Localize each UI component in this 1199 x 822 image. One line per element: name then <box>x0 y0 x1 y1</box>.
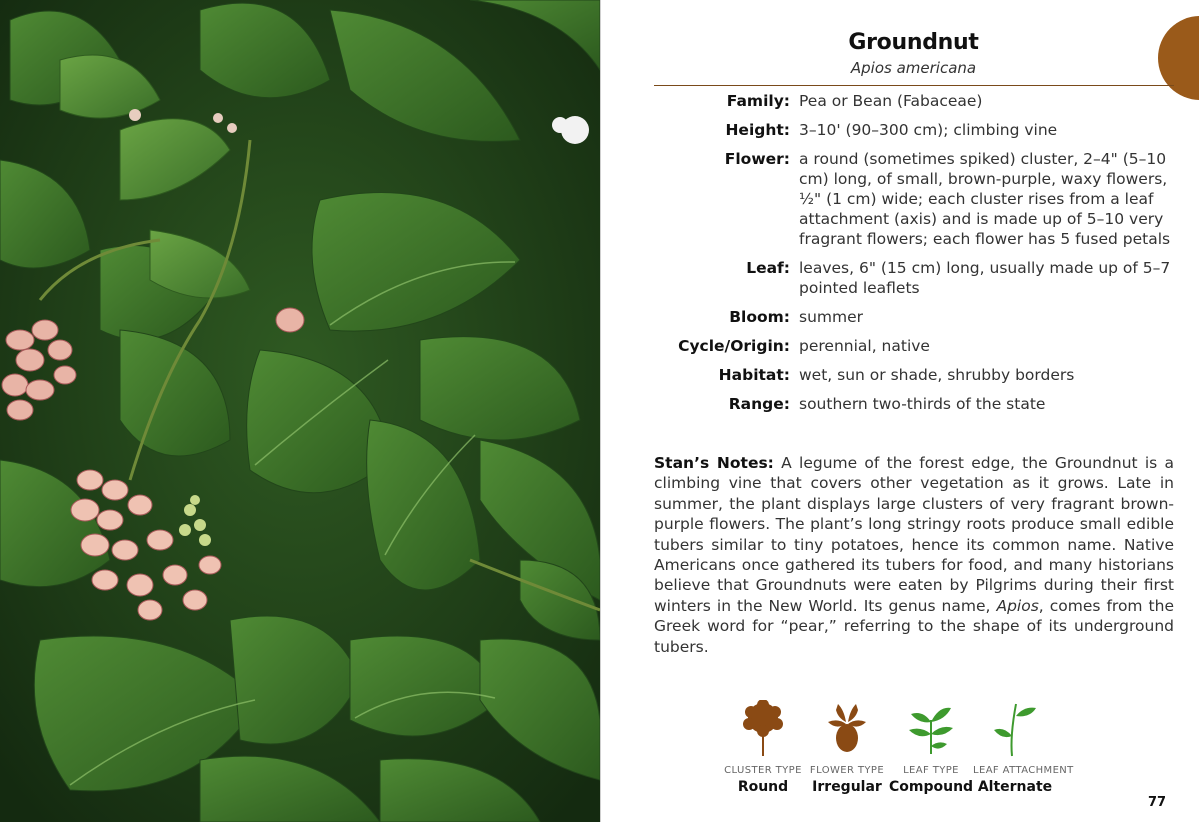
icon-caption: FLOWER TYPE <box>809 765 885 776</box>
fact-value: perennial, native <box>799 337 930 355</box>
fact-value: a round (sometimes spiked) cluster, 2–4" (5–10 cm) long, of small, brown-purple, waxy flowers, ½" (1 cm) wide; each cluster rises from a leaf attachment (axis) and is made up of 5–10 very fragrant flowers; each flower has 5 fused petals <box>799 150 1171 248</box>
fact-label: Family: <box>726 92 790 110</box>
fact-value: leaves, 6" (15 cm) long, usually made up of 5–7 pointed leaflets <box>799 259 1171 297</box>
fact-list <box>654 91 1174 423</box>
round-cluster-icon <box>740 700 786 758</box>
latin-name: Apios americana <box>850 59 977 77</box>
icon-value: Irregular <box>812 779 882 795</box>
leaf-attachment-indicator <box>973 700 1074 795</box>
section-tab-marker <box>1158 16 1199 100</box>
icon-caption: LEAF ATTACHMENT <box>973 765 1074 776</box>
leaf-type-indicator <box>889 700 973 795</box>
notes-text-part2: , comes from the Greek word for “pear,” referring to the shape of its underground tubers. <box>654 596 1174 656</box>
page-number: 77 <box>1148 795 1167 810</box>
fact-row-cycle-origin <box>654 336 1174 356</box>
fact-value: southern two-thirds of the state <box>799 395 1046 413</box>
fact-label: Habitat: <box>718 366 790 384</box>
fact-label: Height: <box>725 121 790 139</box>
compound-leaf-icon <box>905 700 957 758</box>
fact-value: summer <box>799 308 864 326</box>
cluster-type-indicator <box>721 700 805 795</box>
flower-type-indicator <box>805 700 889 795</box>
icon-value: Round <box>737 779 789 795</box>
fact-row-family <box>654 91 1174 111</box>
stans-notes <box>654 453 1174 657</box>
plant-title: Groundnut <box>848 30 979 55</box>
plant-type-icons <box>721 700 1081 795</box>
notes-text-part1: A legume of the forest edge, the Groundnut is a climbing vine that covers other vegetation as it grows. Late in summer, the plant displays large clusters of very fragrant brown-purple flowers. The plant’s long stringy roots produce small edible tubers similar to tiny potatoes, hence its common name. Native Americans once gathered its tubers for food, and many historians believe that Groundnuts were eaten by Pilgrims during their first winters in the New World. Its genus name, <box>654 454 1174 615</box>
fact-label: Bloom: <box>729 308 790 326</box>
fact-row-range <box>654 394 1174 414</box>
fact-label: Flower: <box>724 150 790 168</box>
fact-row-height <box>654 120 1174 140</box>
fact-label: Cycle/Origin: <box>678 337 790 355</box>
fact-row-habitat <box>654 365 1174 385</box>
alternate-leaf-icon <box>992 700 1038 758</box>
fact-row-bloom <box>654 307 1174 327</box>
notes-genus-name: Apios <box>996 596 1039 615</box>
fact-row-flower <box>654 149 1174 249</box>
fact-value: wet, sun or shade, shrubby borders <box>799 366 1075 384</box>
icon-value: Compound <box>889 779 974 795</box>
title-divider <box>654 85 1174 86</box>
text-page <box>600 0 1199 822</box>
fact-label: Leaf: <box>746 259 790 277</box>
fact-value: 3–10' (90–300 cm); climbing vine <box>799 121 1058 139</box>
icon-caption: CLUSTER TYPE <box>724 765 802 776</box>
irregular-flower-icon <box>824 700 870 758</box>
fact-row-leaf <box>654 258 1174 298</box>
icon-caption: LEAF TYPE <box>903 765 959 776</box>
icon-value: Alternate <box>977 779 1053 795</box>
fact-label: Range: <box>728 395 790 413</box>
notes-label: Stan’s Notes: <box>654 454 774 472</box>
fact-value: Pea or Bean (Fabaceae) <box>799 92 983 110</box>
